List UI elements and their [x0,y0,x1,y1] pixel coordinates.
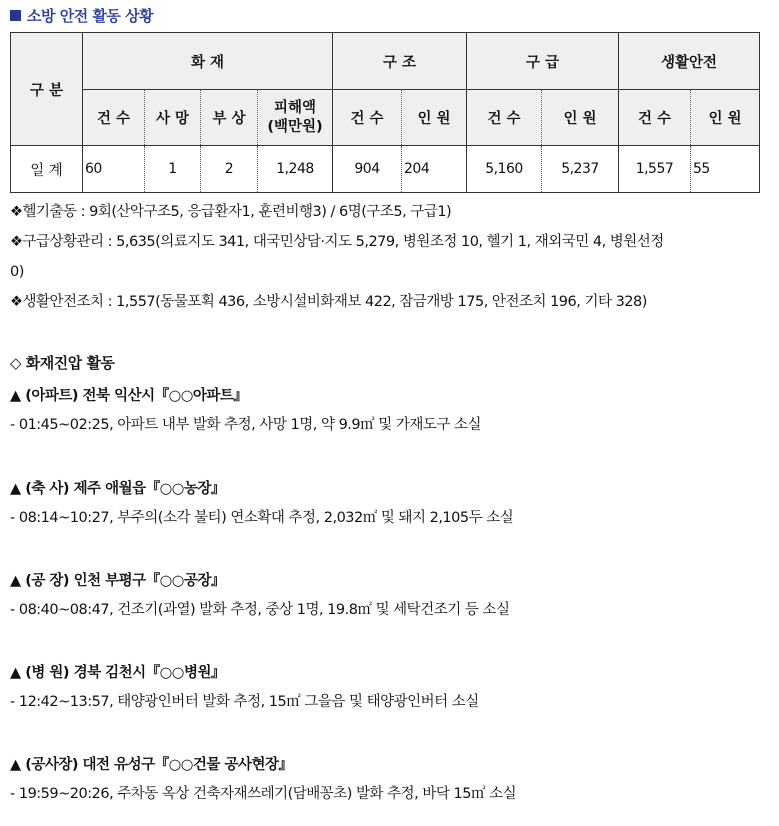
col-fire-count: 건 수 [83,90,145,146]
incident-detail: - 01:45~02:25, 아파트 내부 발화 추정, 사망 1명, 약 9.9㎡ 및 가재도구 소실 [10,417,482,433]
col-fire-death: 사 망 [145,90,201,146]
incident-detail: - 08:40~08:47, 건조기(과열) 발화 추정, 중상 1명, 19.8㎡ 및 세탁건조기 등 소실 [10,602,510,618]
incident-heading: ▲ (공 장) 인천 부평구『○○공장』 [10,573,225,589]
col-rescue-count: 건 수 [333,90,402,146]
col-ems-count: 건 수 [467,90,542,146]
col-life-count: 건 수 [619,90,691,146]
row-header: 구 분 [11,33,83,146]
note-ems-management-cont: 0) [10,264,24,280]
note-helicopter: ❖헬기출동 : 9회(산악구조5, 응급환자1, 훈련비행3) / 6명(구조5, 구급1) [10,204,452,220]
cell-life-people: 55 [691,146,760,193]
row-label: 일 계 [11,146,83,193]
cell-life-count: 1,557 [619,146,691,193]
section-title: ◇ 화재진압 활동 [10,354,115,372]
table-row [11,146,760,193]
note-ems-management: ❖구급상황관리 : 5,635(의료지도 341, 대국민상담·지도 5,279, 병원조정 10, 헬기 1, 재외국민 4, 병원선정 [10,234,664,250]
note-life-safety: ❖생활안전조치 : 1,557(동물포획 436, 소방시설비화재보 422, 잠금개방 175, 안전조치 196, 기타 328) [10,294,647,310]
incident-detail: - 19:59~20:26, 주차동 옥상 건축자재쓰레기(담배꽁초) 발화 추정, 바닥 15㎡ 소실 [10,786,517,802]
page-title-text: 소방 안전 활동 상황 [27,7,154,25]
col-ems-people: 인 원 [542,90,619,146]
col-fire-damage-label: 피해액 (백만원) [267,99,323,135]
incident-detail: - 08:14~10:27, 부주의(소각 불티) 연소확대 추정, 2,032㎡ 및 돼지 2,105두 소실 [10,510,514,526]
group-rescue: 구 조 [333,33,467,90]
cell-fire-death: 1 [145,146,201,193]
cell-rescue-people: 204 [402,146,467,193]
cell-ems-people: 5,237 [542,146,619,193]
cell-ems-count: 5,160 [467,146,542,193]
col-fire-damage [258,90,333,146]
col-fire-injury: 부 상 [201,90,258,146]
group-life-safety: 생활안전 [619,33,760,90]
incident-heading: ▲ (아파트) 전북 익산시『○○아파트』 [10,388,248,404]
notes [10,197,765,317]
incident-heading: ▲ (병 원) 경북 김천시『○○병원』 [10,665,225,681]
stats-table [10,32,760,193]
group-ems: 구 급 [467,33,619,90]
cell-fire-injury: 2 [201,146,258,193]
square-bullet-icon [10,10,21,21]
cell-fire-damage: 1,248 [258,146,333,193]
page-title [10,5,153,26]
group-fire: 화 재 [83,33,333,90]
cell-rescue-count: 904 [333,146,402,193]
cell-fire-count: 60 [83,146,145,193]
col-rescue-people: 인 원 [402,90,467,146]
col-life-people: 인 원 [691,90,760,146]
incident-detail: - 12:42~13:57, 태양광인버터 발화 추정, 15㎡ 그을음 및 태양광인버터 소실 [10,694,479,710]
incident-heading: ▲ (공사장) 대전 유성구『○○건물 공사현장』 [10,757,293,773]
incident-heading: ▲ (축 사) 제주 애월읍『○○농장』 [10,481,225,497]
